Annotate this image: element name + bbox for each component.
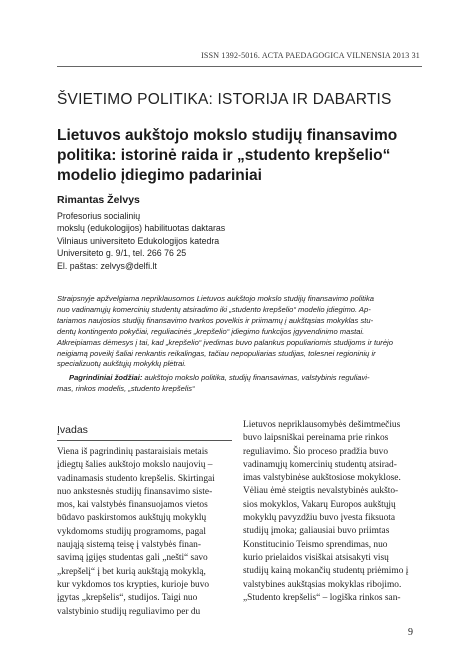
- abstract-line: neigiamą poveikį šaliai renkantis reikalingas, tačiau nepopuliarias studijas, tolesnei regioninių ir: [57, 348, 376, 358]
- body-line: valstybines aukštąsias mokyklas ribojimo.: [243, 579, 402, 590]
- keywords-line: [57, 373, 425, 384]
- abstract-line: tariamos naujosios studijų finansavimo tvarkos povelkis ir priimamų į aukštąsias mokyklas stu-: [57, 315, 374, 325]
- intro-heading: Įvadas: [57, 424, 88, 436]
- abstract: [57, 294, 425, 370]
- body-line: kur vykdomos tos krypties, kurioje buvo: [57, 579, 210, 590]
- journal-header: ISSN 1392-5016. ACTA PAEDAGOGICA VILNENSIA 2013 31: [201, 51, 420, 60]
- body-line: reguliavimo. Šio proceso pradžia buvo: [243, 446, 389, 457]
- article-title: [57, 126, 422, 186]
- body-line: naująją sistemą teisę į valstybės finan-: [57, 540, 201, 551]
- section-title: ŠVIETIMO POLITIKA: ISTORIJA IR DABARTIS: [57, 91, 392, 108]
- body-line: vadinamųjų komercinių studentų atsirad-: [243, 459, 397, 470]
- body-line: vadinamasis studento krepšelis. Skirtingai: [57, 473, 215, 484]
- author-affiliation: [57, 210, 377, 272]
- abstract-line: specializuotų aukštųjų mokyklų plėtrai.: [57, 359, 187, 369]
- body-column-right: [243, 419, 423, 605]
- intro-rule: [57, 440, 232, 441]
- body-line: sios mokyklos, Vakarų Europos aukštųjų: [243, 499, 396, 510]
- keywords-text: aukštojo mokslo politika, studijų finansavimas, valstybinis reguliavi-: [142, 373, 370, 382]
- affiliation-line: Profesorius socialinių: [57, 211, 141, 221]
- header-rule: [57, 66, 422, 67]
- body-line: mokyklų pavyzdžiu buvo įvesta fiksuota: [243, 513, 396, 524]
- keywords-label: Pagrindiniai žodžiai:: [69, 373, 143, 382]
- body-line: būdavo paskirstomos aukštųjų mokyklų: [57, 513, 207, 524]
- keywords: [57, 373, 425, 395]
- article-title-line: modelio įdiegimo padariniai: [57, 167, 262, 184]
- body-line: „krepšelį“ į bet kurią aukštąją mokyklą,: [57, 566, 206, 577]
- article-title-line: Lietuvos aukštojo mokslo studijų finansavimo: [57, 127, 398, 144]
- abstract-line: Straipsnyje apžvelgiama nepriklausomos Lietuvos aukštojo mokslo studijų finansavimo politika: [57, 294, 374, 303]
- abstract-line: nuo vadinamųjų komercinių studentų atsiradimo iki „studento krepšelio“ modelio įdiegimo. Ap-: [57, 304, 371, 314]
- body-line: Viena iš pagrindinių pastaraisiais metais: [57, 447, 208, 457]
- body-line: „Studento krepšelis“ – logiška rinkos san-: [243, 592, 401, 603]
- body-line: Lietuvos nepriklausomybės dešimtmečius: [243, 420, 401, 430]
- body-column-left: [57, 446, 233, 619]
- article-title-line: politika: istorinė raida ir „studento krepšelio“: [57, 147, 391, 164]
- body-line: buvo laipsniškai pereinama prie rinkos: [243, 433, 389, 444]
- body-line: kurio prielaidos visiškai atsisakyti visų: [243, 552, 389, 563]
- body-line: studijų kainą mokančių studentų priėmimo į: [243, 566, 409, 577]
- body-line: imas valstybinėse aukštosiose mokyklose.: [243, 473, 401, 484]
- abstract-line: dentų kontingento pokyčiai, reguliacinės „krepšelio“ įdiegimo funkcijos įgyvendinimo mastai.: [57, 326, 365, 336]
- body-line: mos, kai valstybės finansuojamos vietos: [57, 500, 208, 511]
- abstract-line: Atkreipiamas dėmesys į tai, kad „krepšelio“ įvedimas buvo palankus populiariomis studijoms ir turėjo: [57, 337, 393, 347]
- body-line: Vėliau ėmė steigtis nevalstybinės aukšto-: [243, 486, 399, 497]
- page-number: 9: [408, 627, 413, 638]
- body-line: studijų įmoka; galiausiai buvo priimtas: [243, 526, 390, 537]
- keywords-line: mas, rinkos modelis, „studento krepšelis“: [57, 383, 195, 393]
- body-line: įgytas „krepšelis“, studijos. Taigi nuo: [57, 593, 198, 604]
- body-line: įdiegtų šalies aukštojo mokslo naujovių –: [57, 460, 213, 471]
- affiliation-line: Vilniaus universiteto Edukologijos katedra: [57, 235, 220, 246]
- author-name: Rimantas Želvys: [57, 194, 140, 206]
- affiliation-line: Universiteto g. 9/1, tel. 266 76 25: [57, 248, 187, 259]
- body-line: valstybinio studijų reguliavimo per du: [57, 606, 201, 617]
- body-line: vykdomoms studijų programoms, pagal: [57, 526, 206, 537]
- body-line: Konstitucinio Teismo sprendimas, nuo: [243, 539, 388, 550]
- affiliation-line: mokslų (edukologijos) habilituotas daktaras: [57, 223, 226, 234]
- body-line: savimą įgijęs studentas gali „nešti“ savo: [57, 553, 208, 564]
- affiliation-email: El. paštas: zelvys@delfi.lt: [57, 260, 157, 271]
- body-line: nuo ankstesnės studijų finansavimo siste-: [57, 486, 213, 497]
